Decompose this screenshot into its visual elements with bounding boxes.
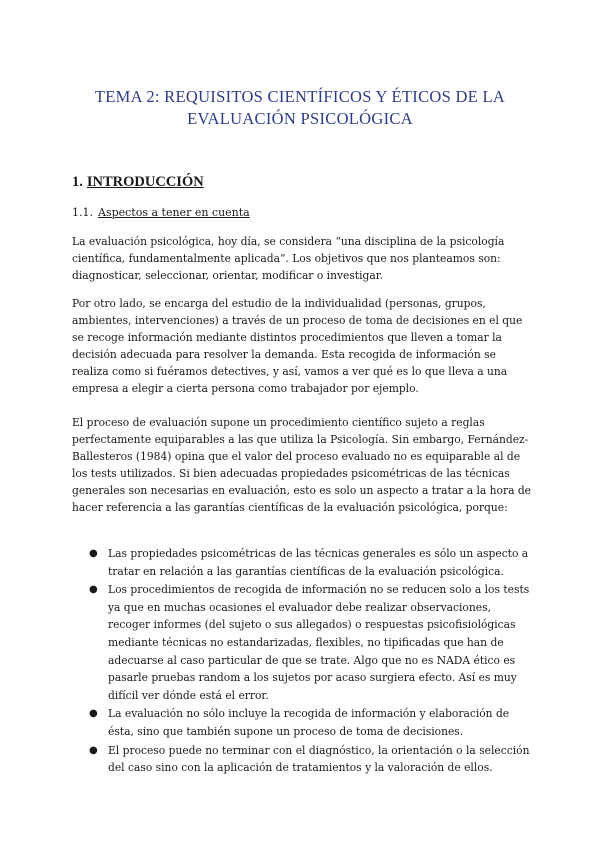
list-item <box>72 545 532 580</box>
list-item <box>72 705 532 740</box>
list-item-text: Los procedimientos de recogida de información no se reducen solo a los tests ya que en muchas ocasiones el evaluador debe realizar observaciones, recoger informes (del sujeto o sus allegados) o respuestas psicofisiológicas mediante técnicas no estandarizadas, flexibles, no tipificadas que han de adecuarse al caso particular de que se trate. Algo que no es NADA ético es pasarle pruebas random a los sujetos por acaso surgiera efecto. Así es muy difícil ver dónde está el error. <box>108 583 530 702</box>
subsection-number: 1.1. <box>72 206 93 219</box>
section-number: 1. <box>72 174 83 190</box>
list-item-text: La evaluación no sólo incluye la recogida de información y elaboración de ésta, sino que también supone un proceso de toma de decisiones. <box>108 707 510 738</box>
bullet-icon: ● <box>89 744 98 756</box>
subsection-heading <box>72 205 250 221</box>
list-item <box>72 742 532 777</box>
paragraph-3: El proceso de evaluación supone un procedimiento científico sujeto a reglas perfectamente equiparables a las que utiliza la Psicología. Sin embargo, Fernández-Ballesteros (1984) opina que el valor del proceso evaluado no es equiparable al de los tests utilizados. Si bien adecuadas propiedades psicométricas de las técnicas generales son necesarias en evaluación, esto es solo un aspecto a tratar a la hora de hacer referencia a las garantías científicas de la evaluación psicológica, porque: <box>72 416 532 514</box>
list-item <box>72 581 532 704</box>
list-item-text: El proceso puede no terminar con el diagnóstico, la orientación o la selección del caso sino con la aplicación de tratamientos y la valoración de ellos. <box>108 743 530 775</box>
list-item-text: Las propiedades psicométricas de las técnicas generales es sólo un aspecto a tratar en relación a las garantías científicas de la evaluación psicológica. <box>108 547 529 578</box>
document-title: TEMA 2: REQUISITOS CIENTÍFICOS Y ÉTICOS DE LA EVALUACIÓN PSICOLÓGICA <box>94 87 506 128</box>
paragraph-2: Por otro lado, se encarga del estudio de la individualidad (personas, grupos, ambientes, intervenciones) a través de un proceso de toma de decisiones en el que se recoge información mediante distintos procedimientos que lleven a tomar la decisión adecuada para resolver la demanda. Esta recogida de información se realiza como si fuéramos detectives, y así, vamos a ver qué es lo que lleva a una empresa a elegir a cierta persona como trabajador por ejemplo. <box>72 297 523 395</box>
bullet-icon: ● <box>89 548 98 559</box>
section-title: INTRODUCCIÓN <box>86 174 204 190</box>
bullet-icon: ● <box>89 708 98 720</box>
bullet-icon: ● <box>89 584 98 596</box>
bullet-list <box>72 545 532 778</box>
section-heading <box>72 172 204 192</box>
paragraph-1: La evaluación psicológica, hoy día, se considera “una disciplina de la psicología científica, fundamentalmente aplicada”. Los objetivos que nos planteamos son: diagnosticar, seleccionar, orientar, modificar o investigar. <box>72 235 505 282</box>
subsection-title: Aspectos a tener en cuenta <box>98 206 250 219</box>
